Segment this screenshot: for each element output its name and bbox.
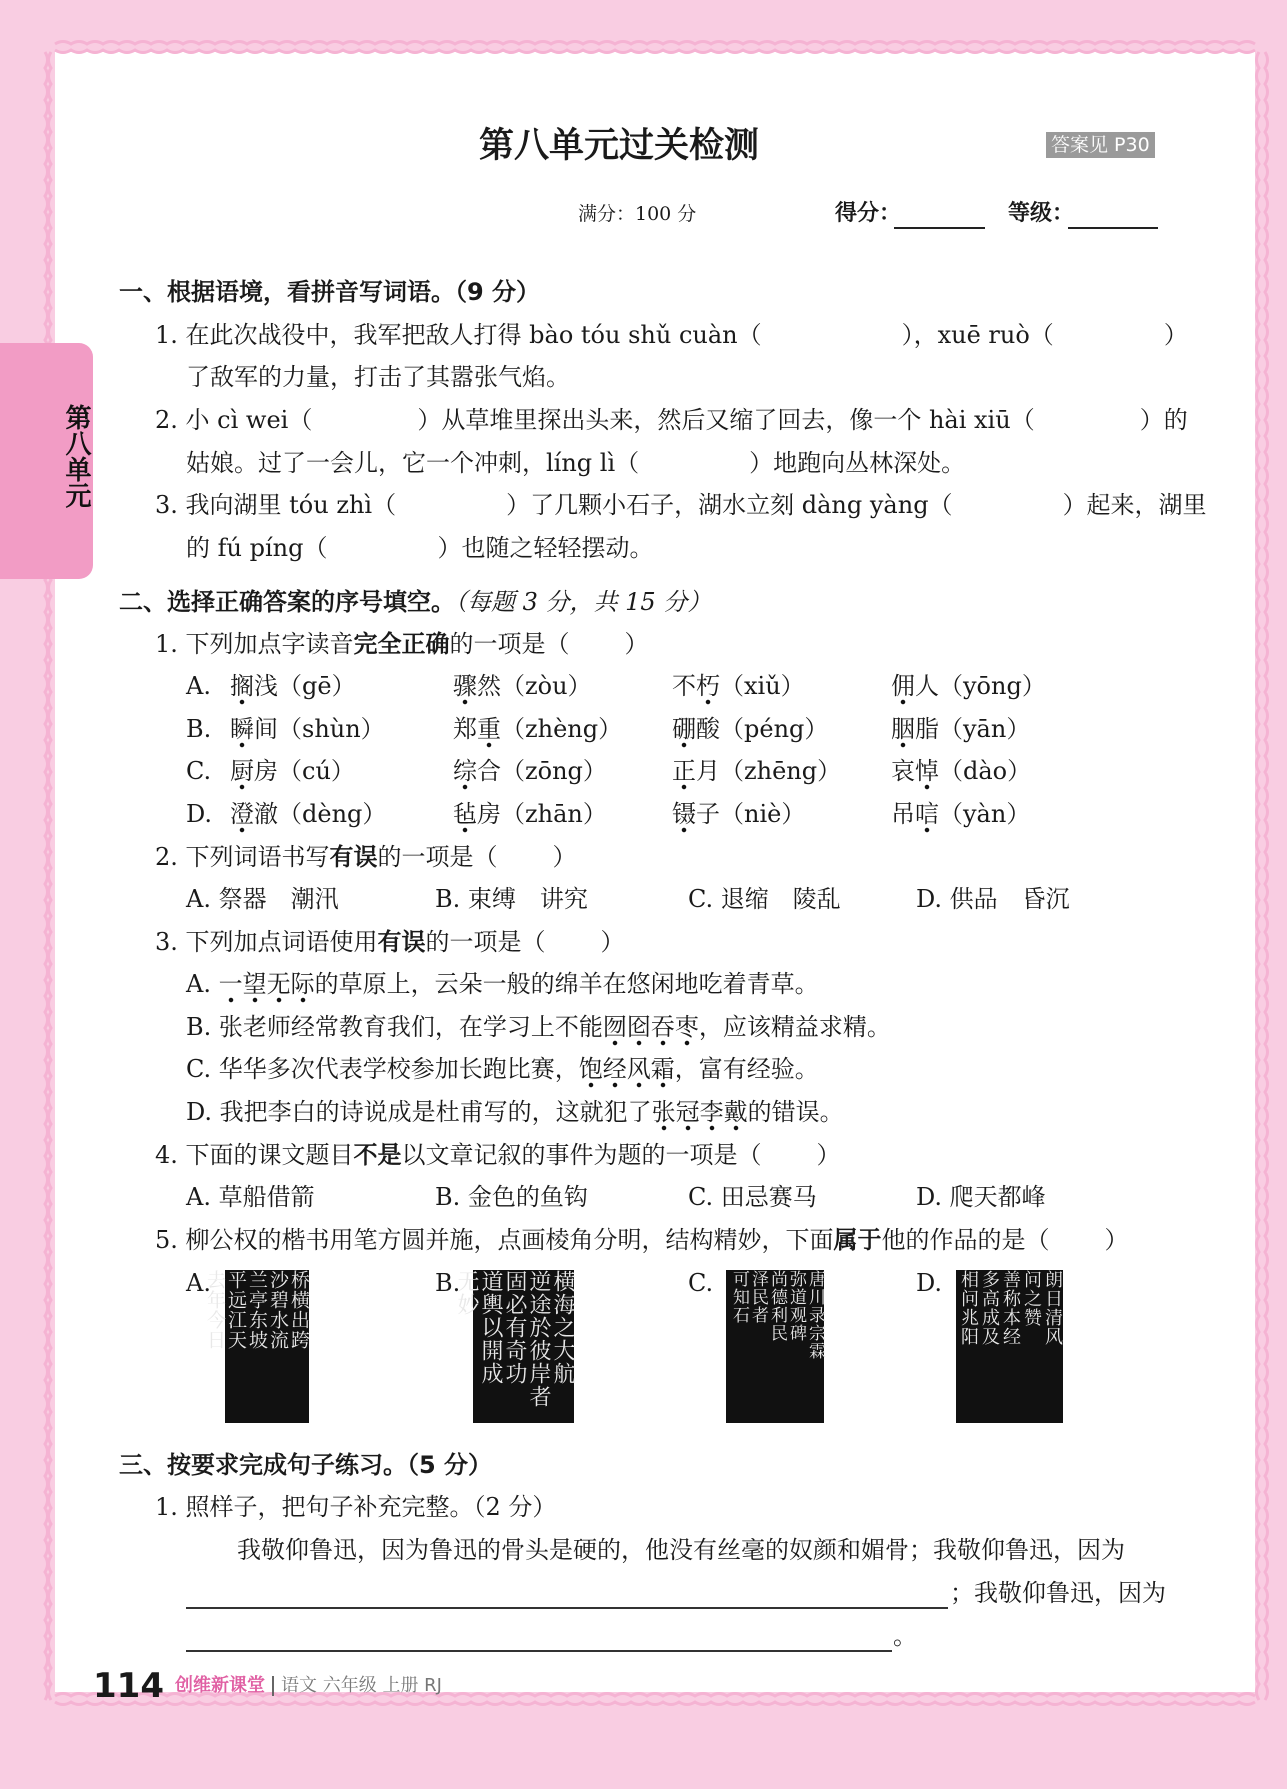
item-text-post: 澈（dèng） bbox=[254, 799, 387, 828]
s1-q3-blank-2[interactable] bbox=[953, 495, 1063, 517]
item-text-post: 酸（péng） bbox=[696, 714, 829, 743]
dotted-char: 张 bbox=[652, 1098, 676, 1132]
dotted-char: 戴 bbox=[724, 1098, 748, 1132]
s1-q2-blank-3[interactable] bbox=[639, 453, 749, 475]
s2-q4-stem bbox=[155, 1140, 841, 1170]
option-text-post: 的草原上，云朵一般的绵羊在悠闲地吃着青草。 bbox=[314, 970, 819, 998]
calligraphy-column: 泽民者 bbox=[748, 1270, 768, 1324]
calligraphy-column: 多高成及 bbox=[979, 1270, 1000, 1346]
s1-q2-text-b: ）从草堆里探出头来，然后又缩了回去，像一个 hài xiū（ bbox=[417, 406, 1035, 434]
s2-q3-stem-a: 3. 下列加点词语使用 bbox=[155, 928, 378, 956]
s2-q1-item bbox=[230, 799, 386, 829]
s3-q1-answer-line-2[interactable] bbox=[186, 1650, 892, 1652]
item-text-post: 然（zòu） bbox=[477, 672, 592, 700]
book-info: 语文 六年级 上册 RJ bbox=[281, 1675, 442, 1696]
s2-q5-stem-bold: 属于 bbox=[833, 1226, 882, 1254]
dotted-char: 悼 bbox=[915, 757, 939, 791]
s2-q4-option-a[interactable]: A. 草船借箭 bbox=[186, 1183, 315, 1211]
calligraphy-image-b[interactable] bbox=[454, 1270, 575, 1423]
s3-q1-answer-line-1[interactable] bbox=[186, 1607, 948, 1609]
s1-q3-text-b: ）了几颗小石子，湖水立刻 dàng yàng（ bbox=[506, 491, 953, 519]
s1-q3-text-a: 3. 我向湖里 tóu zhì（ bbox=[155, 491, 397, 519]
s2-q1-item bbox=[891, 756, 1031, 786]
grade-blank[interactable] bbox=[1068, 227, 1158, 229]
section-2-note: （每题 3 分，共 15 分） bbox=[455, 588, 712, 616]
option-text-pre: C. 华华多次代表学校参加长跑比赛， bbox=[186, 1055, 579, 1083]
s2-q3-option[interactable] bbox=[186, 1012, 891, 1042]
s2-q1-item bbox=[672, 671, 805, 701]
calligraphy-column: 沙碧水流 bbox=[267, 1270, 289, 1350]
s2-q3-option[interactable] bbox=[186, 1054, 819, 1084]
s1-q2-text-c: ）的 bbox=[1139, 406, 1188, 434]
s2-q4-stem-c: ） bbox=[816, 1141, 841, 1169]
calligraphy-column: 弥道观碑 bbox=[786, 1270, 806, 1342]
s2-q3-option[interactable] bbox=[186, 969, 819, 999]
option-text-pre: B. 张老师经常教育我们，在学习上不能 bbox=[186, 1012, 603, 1041]
section-3-heading: 三、按要求完成句子练习。（5 分） bbox=[119, 1451, 493, 1479]
s2-q4-option-c[interactable]: C. 田忌赛马 bbox=[688, 1183, 817, 1211]
s2-q4-option-b[interactable]: B. 金色的鱼钩 bbox=[435, 1183, 588, 1211]
item-text-post: 脂（yān） bbox=[915, 714, 1031, 743]
dotted-char: 硼 bbox=[672, 715, 696, 749]
item-text-post: （yàn） bbox=[939, 799, 1031, 828]
calligraphy-column: 逆途於彼岸者 bbox=[526, 1270, 551, 1408]
item-text-post: 房（zhān） bbox=[477, 799, 607, 828]
s2-q1-item bbox=[230, 671, 356, 701]
score-label: 得分： bbox=[835, 201, 902, 226]
top-wave-0 bbox=[55, 42, 1255, 45]
calligraphy-column: 桥横出跨 bbox=[288, 1270, 310, 1350]
s2-q5-option-b-label: B. bbox=[435, 1269, 461, 1297]
dotted-char: 囵 bbox=[627, 1013, 651, 1047]
s2-q2-stem bbox=[155, 842, 577, 872]
answer-reference-badge: 答案见 P30 bbox=[1046, 132, 1155, 158]
item-text-post: 浅（gē） bbox=[254, 672, 356, 700]
calligraphy-column: 可知石 bbox=[729, 1270, 749, 1324]
item-text-post: （xiǔ） bbox=[720, 672, 805, 700]
dotted-char: 唁 bbox=[915, 800, 939, 834]
dotted-char: 无 bbox=[267, 970, 291, 1004]
item-text-post: 人（yōng） bbox=[915, 672, 1046, 700]
s2-q4-stem-bold: 不是 bbox=[353, 1141, 402, 1169]
s2-q3-stem bbox=[155, 927, 625, 957]
full-score-label: 满分：100 分 bbox=[578, 203, 697, 225]
s2-q4-stem-b: 以文章记叙的事件为题的一项是（ bbox=[401, 1141, 762, 1169]
dotted-char: 囫 bbox=[603, 1013, 627, 1047]
s2-q1-stem-a: 1. 下列加点字读音 bbox=[155, 630, 354, 658]
left-wave-1 bbox=[45, 52, 48, 1700]
s2-q3-stem-c: ） bbox=[600, 928, 625, 956]
score-blank[interactable] bbox=[894, 227, 985, 229]
s2-q2-stem-bold: 有误 bbox=[329, 843, 378, 871]
s1-q1-line1 bbox=[155, 320, 1188, 350]
calligraphy-column: 去年今日 bbox=[204, 1270, 226, 1350]
side-tab-label: 第八单元 bbox=[61, 404, 91, 508]
s2-q5-stem bbox=[155, 1225, 1129, 1255]
s2-q1-item bbox=[453, 671, 592, 701]
calligraphy-column: 唐川录宗霖 bbox=[805, 1270, 825, 1360]
dotted-char: 毡 bbox=[453, 800, 477, 834]
s1-q1-blank-1[interactable] bbox=[762, 325, 902, 347]
s1-q2-text-e: ）地跑向丛林深处。 bbox=[749, 449, 966, 477]
dotted-char: 骤 bbox=[453, 672, 477, 706]
dotted-char: 风 bbox=[627, 1055, 651, 1089]
calligraphy-image-d[interactable] bbox=[956, 1270, 1063, 1423]
s1-q3-text-d: 的 fú píng（ bbox=[186, 534, 328, 562]
calligraphy-column: 固必有奇功 bbox=[502, 1270, 527, 1385]
s2-q2-stem-b: 的一项是（ bbox=[377, 843, 498, 871]
calligraphy-column: 问之赞 bbox=[1021, 1270, 1042, 1327]
s2-q1-item bbox=[891, 714, 1030, 744]
s2-q2-option-b[interactable]: B. 束缚 讲究 bbox=[435, 885, 588, 913]
item-text-post: （dào） bbox=[939, 757, 1032, 785]
dotted-char: 朽 bbox=[696, 672, 720, 706]
s1-q3-blank-1[interactable] bbox=[396, 495, 506, 517]
calligraphy-image-c[interactable] bbox=[726, 1270, 824, 1423]
page-title: 第八单元过关检测 bbox=[479, 126, 760, 166]
dotted-char: 际 bbox=[291, 970, 315, 1004]
top-wave-1 bbox=[55, 50, 1255, 53]
dotted-char: 冠 bbox=[676, 1098, 700, 1132]
calligraphy-column: 道輿以開成 bbox=[478, 1270, 503, 1385]
s1-q3-line1 bbox=[155, 490, 1207, 520]
s2-q1-item bbox=[672, 756, 841, 786]
calligraphy-column: 尚德利民 bbox=[767, 1270, 787, 1342]
s2-q3-stem-b: 的一项是（ bbox=[425, 928, 546, 956]
s2-q4-option-d[interactable]: D. 爬天都峰 bbox=[916, 1183, 1046, 1211]
item-text-pre: 郑 bbox=[453, 714, 477, 743]
dotted-char: 瞬 bbox=[230, 715, 254, 749]
calligraphy-column: 平远江天 bbox=[225, 1270, 247, 1350]
option-text-post: ，应该精益求精。 bbox=[698, 1012, 891, 1041]
item-text-pre: 不 bbox=[672, 672, 696, 700]
s2-q2-stem-c: ） bbox=[552, 843, 577, 871]
option-text-pre: A. bbox=[186, 970, 219, 998]
dotted-char: 枣 bbox=[675, 1013, 699, 1047]
s3-q1-stem: 1. 照样子，把句子补充完整。（2 分） bbox=[155, 1493, 557, 1521]
s2-q1-item bbox=[672, 799, 805, 829]
s2-q3-stem-bold: 有误 bbox=[377, 928, 426, 956]
s1-q1-text-c: ） bbox=[1163, 321, 1188, 349]
s2-q1-option-letter[interactable]: A. bbox=[186, 672, 211, 700]
s2-q5-stem-b: 他的作品的是（ bbox=[881, 1226, 1050, 1254]
s2-q1-stem bbox=[155, 629, 649, 659]
item-text-pre: 吊 bbox=[891, 799, 915, 828]
s1-q1-blank-2[interactable] bbox=[1054, 325, 1164, 347]
dotted-char: 正 bbox=[672, 757, 696, 791]
bottom-wave-1 bbox=[55, 1702, 1255, 1705]
dotted-char: 厨 bbox=[230, 757, 254, 791]
dotted-char: 吞 bbox=[651, 1013, 675, 1047]
item-text-post: 间（shùn） bbox=[254, 714, 385, 743]
s1-q2-text-a: 2. 小 cì wei（ bbox=[155, 406, 313, 434]
s1-q2-blank-1[interactable] bbox=[312, 410, 417, 432]
dotted-char: 澄 bbox=[230, 800, 254, 834]
item-text-post: （zhèng） bbox=[501, 714, 623, 743]
s2-q1-item bbox=[230, 714, 385, 744]
option-text-pre: D. 我把李白的诗说成是杜甫写的，这就犯了 bbox=[186, 1097, 652, 1126]
section-2-heading bbox=[119, 587, 711, 617]
s2-q1-item bbox=[453, 799, 607, 829]
dotted-char: 一 bbox=[219, 970, 243, 1004]
s2-q1-option-letter[interactable]: D. bbox=[186, 799, 213, 828]
s2-q2-option-a[interactable]: A. 祭器 潮汛 bbox=[186, 885, 339, 913]
item-text-post: 月（zhēng） bbox=[696, 757, 842, 785]
dotted-char: 镊 bbox=[672, 800, 696, 834]
option-text-post: ，富有经验。 bbox=[674, 1055, 819, 1083]
dotted-char: 重 bbox=[477, 715, 501, 749]
item-text-post: 子（niè） bbox=[696, 799, 806, 828]
s1-q2-blank-2[interactable] bbox=[1035, 410, 1140, 432]
dotted-char: 搁 bbox=[230, 672, 254, 706]
dotted-char: 霜 bbox=[651, 1055, 675, 1089]
s1-q1-line2: 了敌军的力量，打击了其嚣张气焰。 bbox=[186, 363, 570, 391]
page-number: 114 bbox=[93, 1666, 164, 1706]
calligraphy-column: 横海之大航 bbox=[550, 1270, 575, 1385]
calligraphy-column: 无妙 bbox=[454, 1270, 479, 1316]
s2-q5-option-c-label: C. bbox=[688, 1269, 714, 1297]
s2-q5-stem-c: ） bbox=[1104, 1226, 1129, 1254]
s2-q3-option[interactable] bbox=[186, 1097, 844, 1127]
dotted-char: 李 bbox=[700, 1098, 724, 1132]
right-wave-1 bbox=[1265, 52, 1268, 1700]
dotted-char: 望 bbox=[243, 970, 267, 1004]
s1-q3-text-c: ）起来，湖里 bbox=[1062, 491, 1207, 519]
s2-q1-item bbox=[453, 756, 607, 786]
s1-q3-line2 bbox=[186, 533, 653, 563]
section-2-title: 二、选择正确答案的序号填空。 bbox=[119, 588, 455, 616]
item-text-post: 合（zōng） bbox=[477, 757, 607, 785]
s2-q4-stem-a: 4. 下面的课文题目 bbox=[155, 1141, 354, 1169]
s2-q1-option-letter[interactable]: B. bbox=[186, 714, 212, 743]
s2-q1-item bbox=[230, 756, 355, 786]
dotted-char: 饱 bbox=[579, 1055, 603, 1089]
s1-q1-text-a: 1. 在此次战役中，我军把敌人打得 bào tóu shǔ cuàn（ bbox=[155, 321, 762, 349]
s2-q5-option-a-label: A. bbox=[186, 1269, 211, 1297]
grade-label: 等级： bbox=[1008, 201, 1075, 226]
s2-q2-option-c[interactable]: C. 退缩 陵乱 bbox=[688, 885, 841, 913]
s2-q1-stem-b: 的一项是（ bbox=[449, 630, 570, 658]
dotted-char: 综 bbox=[453, 757, 477, 791]
calligraphy-column: 善称本经 bbox=[1000, 1270, 1021, 1346]
dotted-char: 佣 bbox=[891, 672, 915, 706]
option-text-post: 的错误。 bbox=[747, 1097, 844, 1126]
s1-q3-text-e: ）也随之轻轻摆动。 bbox=[437, 534, 654, 562]
s3-q1-example: 我敬仰鲁迅，因为鲁迅的骨头是硬的，他没有丝毫的奴颜和媚骨；我敬仰鲁迅，因为 bbox=[237, 1536, 1125, 1564]
s1-q2-line1 bbox=[155, 405, 1188, 435]
s2-q2-stem-a: 2. 下列词语书写 bbox=[155, 843, 330, 871]
s1-q2-text-d: 姑娘。过了一会儿，它一个冲刺，líng lì（ bbox=[186, 449, 640, 477]
footer-divider bbox=[272, 1676, 274, 1696]
brand-name: 创维新课堂 bbox=[175, 1675, 265, 1696]
s2-q1-item bbox=[891, 671, 1046, 701]
s2-q1-item bbox=[672, 714, 828, 744]
calligraphy-column: 朗日清风 bbox=[1042, 1270, 1063, 1346]
s3-q1-line3-end: 。 bbox=[893, 1622, 917, 1650]
calligraphy-image-a[interactable] bbox=[204, 1270, 310, 1423]
s3-q1-line2-end: ；我敬仰鲁迅，因为 bbox=[950, 1579, 1166, 1607]
s2-q1-item bbox=[453, 714, 622, 744]
right-wave-0 bbox=[1257, 52, 1260, 1700]
dotted-char: 胭 bbox=[891, 715, 915, 749]
calligraphy-column: 兰亭东坡 bbox=[246, 1270, 268, 1350]
s2-q1-stem-bold: 完全正确 bbox=[353, 630, 450, 658]
section-1-heading: 一、根据语境，看拼音写词语。（9 分） bbox=[119, 278, 541, 306]
item-text-pre: 哀 bbox=[891, 757, 915, 785]
s2-q1-option-letter[interactable]: C. bbox=[186, 757, 212, 785]
calligraphy-column: 相问兆阳 bbox=[958, 1270, 979, 1346]
s2-q2-option-d[interactable]: D. 供品 昏沉 bbox=[916, 885, 1070, 913]
item-text-post: 房（cú） bbox=[254, 757, 355, 785]
s2-q1-item bbox=[891, 799, 1030, 829]
s1-q3-blank-3[interactable] bbox=[327, 538, 437, 560]
s2-q5-option-d-label: D. bbox=[916, 1269, 943, 1297]
s2-q1-stem-c: ） bbox=[624, 630, 649, 658]
s1-q1-text-b: ），xuē ruò（ bbox=[901, 321, 1054, 349]
s2-q5-stem-a: 5. 柳公权的楷书用笔方圆并施，点画棱角分明，结构精妙，下面 bbox=[155, 1226, 834, 1254]
dotted-char: 经 bbox=[603, 1055, 627, 1089]
s1-q2-line2 bbox=[186, 448, 965, 478]
